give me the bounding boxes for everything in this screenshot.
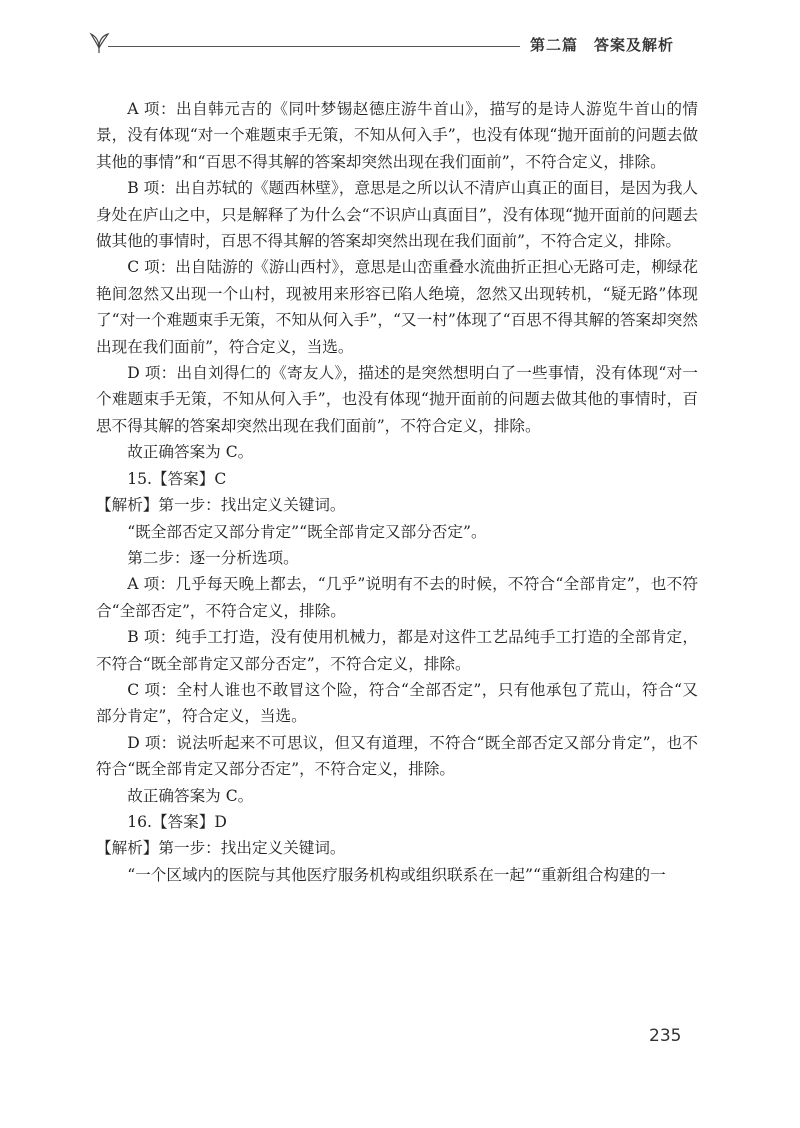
- conclusion-14: 故正确答案为 C。: [127, 443, 254, 462]
- paragraph-15-option-c: C 项：全村人谁也不敢冒这个险，符合“全部否定”，只有他承包了荒山，符合“又部分肯定”，符合定义，当选。: [96, 680, 698, 726]
- paragraph-option-a: A 项：出自韩元吉的《同叶梦锡赵德庄游牛首山》，描写的是诗人游览牛首山的情景，没有体现“对一个难题束手无策，不知从何入手”，也没有体现“抛开面前的问题去做其他的事情”和“百思不得其解的答案却突然出现在我们面前”，不符合定义，排除。: [96, 100, 698, 171]
- answer-15-heading: 15.【答案】C: [127, 469, 227, 488]
- paragraph-15-option-d: D 项：说法听起来不可思议，但又有道理，不符合“既全部否定又部分肯定”，也不符合“既全部肯定又部分否定”，不符合定义，排除。: [96, 733, 698, 779]
- analysis-16-step1: 【解析】第一步：找出定义关键词。: [96, 839, 346, 858]
- analysis-16-keywords: “一个区域内的医院与其他医疗服务机构或组织联系在一起”“重新组合构建的一: [127, 865, 666, 884]
- header-rule: [108, 46, 520, 47]
- paragraph-15-option-a: A 项：几乎每天晚上都去，“几乎”说明有不去的时候，不符合“全部肯定”，也不符合“全部否定”，不符合定义，排除。: [96, 575, 698, 620]
- analysis-15-step1: 【解析】第一步：找出定义关键词。: [96, 496, 346, 515]
- page-header: [86, 28, 706, 58]
- leaf-ornament-icon: [86, 28, 112, 54]
- analysis-15-keywords: “既全部否定又部分肯定”“既全部肯定又部分否定”。: [127, 522, 487, 541]
- paragraph-15-option-b: B 项：纯手工打造，没有使用机械力，都是对这件工艺品纯手工打造的全部肯定，不符合“既全部肯定又部分否定”，不符合定义，排除。: [96, 628, 698, 673]
- analysis-15-step2: 第二步：逐一分析选项。: [127, 548, 299, 567]
- paragraph-option-b: B 项：出自苏轼的《题西林壁》，意思是之所以认不清庐山真正的面目，是因为我人身处在庐山之中，只是解释了为什么会“不识庐山真面目”，没有体现“抛开面前的问题去做其他的事情时，百思不得其解的答案却突然出现在我们面前”，不符合定义，排除。: [96, 179, 698, 251]
- paragraph-option-d: D 项：出自刘得仁的《寄友人》，描述的是突然想明白了一些事情，没有体现“对一个难题束手无策，不知从何入手”，也没有体现“抛开面前的问题去做其他的事情时，百思不得其解的答案却突然出现在我们面前”，不符合定义，排除。: [96, 364, 698, 435]
- conclusion-15: 故正确答案为 C。: [127, 786, 254, 805]
- paragraph-option-c: C 项：出自陆游的《游山西村》，意思是山峦重叠水流曲折正担心无路可走，柳绿花艳间忽然又出现一个山村，现被用来形容已陷人绝境，忽然又出现转机，“疑无路”体现了“对一个难题束手无策，不知从何入手”，“又一村”体现了“百思不得其解的答案却突然出现在我们面前”，符合定义，当选。: [96, 258, 698, 356]
- answer-16-heading: 16.【答案】D: [127, 812, 227, 831]
- page-number: 235: [649, 1026, 682, 1046]
- answer-content: [96, 96, 698, 888]
- section-title: 第二篇 答案及解析: [530, 36, 675, 54]
